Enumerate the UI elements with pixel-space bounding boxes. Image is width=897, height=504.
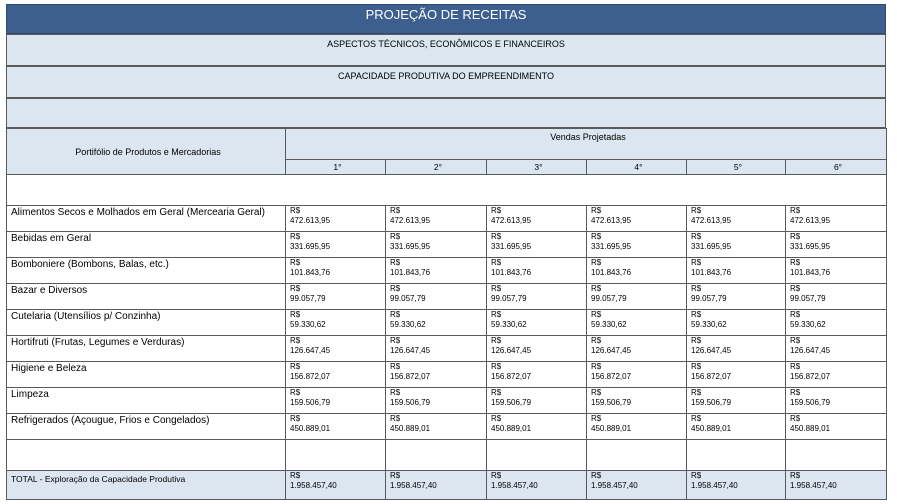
amount: 99.057,79 — [691, 294, 727, 303]
page-title: PROJEÇÃO DE RECEITAS — [6, 4, 886, 34]
empty-cell — [786, 440, 887, 471]
amount: 1.958.457,40 — [290, 481, 337, 490]
amount: 450.889,01 — [591, 424, 632, 433]
amount: 159.506,79 — [691, 398, 732, 407]
currency-symbol: R$ — [390, 336, 401, 345]
table-row-value-cell — [786, 232, 887, 258]
table-row-value-cell — [286, 310, 386, 336]
currency-symbol: R$ — [691, 414, 702, 423]
period-header: 5° — [687, 160, 786, 175]
table-row-value-cell — [386, 388, 487, 414]
table-row-value-cell — [286, 258, 386, 284]
empty-cell — [487, 440, 587, 471]
total-row-value-cell — [587, 471, 687, 500]
table-row-value-cell — [587, 414, 687, 440]
table-row-label: Alimentos Secos e Molhados em Geral (Mercearia Geral) — [7, 206, 286, 232]
amount: 101.843,76 — [290, 268, 331, 277]
amount: 472.613,95 — [390, 216, 431, 225]
total-row-value-cell — [286, 471, 386, 500]
currency-symbol: R$ — [491, 388, 502, 397]
currency-symbol: R$ — [691, 471, 702, 480]
table-row-value-cell — [786, 336, 887, 362]
currency-symbol: R$ — [390, 206, 401, 215]
total-row-label: TOTAL - Exploração da Capacidade Produtiva — [7, 471, 286, 500]
table-row-value-cell — [786, 310, 887, 336]
table-row-value-cell — [587, 336, 687, 362]
currency-symbol: R$ — [591, 336, 602, 345]
period-header: 6° — [786, 160, 887, 175]
currency-symbol: R$ — [290, 284, 301, 293]
table-row — [7, 284, 887, 310]
currency-symbol: R$ — [691, 310, 702, 319]
empty-cell — [286, 440, 386, 471]
currency-symbol: R$ — [691, 388, 702, 397]
amount: 450.889,01 — [290, 424, 331, 433]
table-row-value-cell — [487, 258, 587, 284]
amount: 156.872,07 — [390, 372, 431, 381]
currency-symbol: R$ — [290, 232, 301, 241]
amount: 331.695,95 — [290, 242, 331, 251]
table-row-value-cell — [687, 362, 786, 388]
amount: 156.872,07 — [290, 372, 331, 381]
table-row-value-cell — [786, 258, 887, 284]
currency-symbol: R$ — [790, 206, 801, 215]
table-row — [7, 336, 887, 362]
amount: 1.958.457,40 — [591, 481, 638, 490]
table-row-value-cell — [386, 336, 487, 362]
table-row-value-cell — [487, 414, 587, 440]
currency-symbol: R$ — [390, 258, 401, 267]
table-row — [7, 362, 887, 388]
table-row-value-cell — [286, 284, 386, 310]
table-row-value-cell — [587, 388, 687, 414]
amount: 101.843,76 — [591, 268, 632, 277]
table-row — [7, 206, 887, 232]
table-row-value-cell — [687, 388, 786, 414]
amount: 99.057,79 — [790, 294, 826, 303]
amount: 1.958.457,40 — [491, 481, 538, 490]
table-row-value-cell — [386, 206, 487, 232]
currency-symbol: R$ — [491, 232, 502, 241]
amount: 59.330,62 — [390, 320, 426, 329]
amount: 450.889,01 — [390, 424, 431, 433]
currency-symbol: R$ — [691, 232, 702, 241]
currency-symbol: R$ — [691, 362, 702, 371]
currency-symbol: R$ — [591, 258, 602, 267]
table-row-value-cell — [286, 362, 386, 388]
amount: 126.647,45 — [390, 346, 431, 355]
amount: 472.613,95 — [591, 216, 632, 225]
amount: 99.057,79 — [290, 294, 326, 303]
amount: 159.506,79 — [290, 398, 331, 407]
currency-symbol: R$ — [591, 471, 602, 480]
table-row — [7, 232, 887, 258]
currency-symbol: R$ — [390, 232, 401, 241]
total-row-value-cell — [687, 471, 786, 500]
currency-symbol: R$ — [591, 362, 602, 371]
table-row-label: Higiene e Beleza — [7, 362, 286, 388]
currency-symbol: R$ — [390, 310, 401, 319]
amount: 331.695,95 — [691, 242, 732, 251]
currency-symbol: R$ — [491, 258, 502, 267]
amount: 156.872,07 — [691, 372, 732, 381]
table-row-value-cell — [786, 206, 887, 232]
amount: 59.330,62 — [491, 320, 527, 329]
table-row-value-cell — [786, 388, 887, 414]
amount: 99.057,79 — [591, 294, 627, 303]
sales-header: Vendas Projetadas — [286, 129, 887, 160]
table-row-value-cell — [587, 310, 687, 336]
table-row-value-cell — [286, 206, 386, 232]
table-row-value-cell — [487, 388, 587, 414]
currency-symbol: R$ — [390, 284, 401, 293]
currency-symbol: R$ — [591, 414, 602, 423]
table-row-value-cell — [687, 258, 786, 284]
table-row-value-cell — [587, 284, 687, 310]
currency-symbol: R$ — [790, 388, 801, 397]
table-row-label: Refrigerados (Açougue, Frios e Congelados) — [7, 414, 286, 440]
total-row-value-cell — [386, 471, 487, 500]
currency-symbol: R$ — [290, 206, 301, 215]
amount: 59.330,62 — [290, 320, 326, 329]
table-row-label: Limpeza — [7, 388, 286, 414]
currency-symbol: R$ — [691, 336, 702, 345]
currency-symbol: R$ — [290, 310, 301, 319]
table-row-value-cell — [786, 362, 887, 388]
table-row-label: Bebidas em Geral — [7, 232, 286, 258]
table-row-value-cell — [487, 232, 587, 258]
currency-symbol: R$ — [691, 258, 702, 267]
amount: 101.843,76 — [691, 268, 732, 277]
table-row-value-cell — [286, 388, 386, 414]
empty-cell — [587, 440, 687, 471]
currency-symbol: R$ — [290, 414, 301, 423]
total-row-value-cell — [786, 471, 887, 500]
amount: 1.958.457,40 — [691, 481, 738, 490]
currency-symbol: R$ — [790, 258, 801, 267]
table-row-value-cell — [687, 284, 786, 310]
currency-symbol: R$ — [691, 206, 702, 215]
amount: 159.506,79 — [790, 398, 831, 407]
currency-symbol: R$ — [390, 414, 401, 423]
amount: 472.613,95 — [691, 216, 732, 225]
currency-symbol: R$ — [591, 310, 602, 319]
currency-symbol: R$ — [790, 232, 801, 241]
amount: 126.647,45 — [491, 346, 532, 355]
currency-symbol: R$ — [491, 336, 502, 345]
table-row-value-cell — [487, 336, 587, 362]
amount: 59.330,62 — [591, 320, 627, 329]
table-row-label: Cutelaria (Utensílios p/ Conzinha) — [7, 310, 286, 336]
amount: 101.843,76 — [491, 268, 532, 277]
currency-symbol: R$ — [390, 388, 401, 397]
period-header: 4° — [587, 160, 687, 175]
period-header: 1° — [286, 160, 386, 175]
amount: 159.506,79 — [491, 398, 532, 407]
table-row-value-cell — [386, 414, 487, 440]
table-row-value-cell — [386, 284, 487, 310]
table-row-value-cell — [587, 232, 687, 258]
currency-symbol: R$ — [790, 310, 801, 319]
table-row — [7, 258, 887, 284]
amount: 126.647,45 — [591, 346, 632, 355]
amount: 101.843,76 — [790, 268, 831, 277]
section-subtitle: ASPECTOS TÉCNICOS, ECONÔMICOS E FINANCEIROS — [6, 34, 886, 66]
amount: 126.647,45 — [790, 346, 831, 355]
table-row-value-cell — [587, 362, 687, 388]
amount: 472.613,95 — [790, 216, 831, 225]
empty-cell — [386, 440, 487, 471]
table-row-value-cell — [487, 284, 587, 310]
currency-symbol: R$ — [491, 471, 502, 480]
period-header: 3° — [487, 160, 587, 175]
table-row-value-cell — [587, 206, 687, 232]
currency-symbol: R$ — [491, 284, 502, 293]
table-row — [7, 414, 887, 440]
table-row-value-cell — [487, 362, 587, 388]
amount: 99.057,79 — [390, 294, 426, 303]
amount: 472.613,95 — [491, 216, 532, 225]
table-row — [7, 388, 887, 414]
amount: 126.647,45 — [691, 346, 732, 355]
amount: 450.889,01 — [691, 424, 732, 433]
amount: 156.872,07 — [790, 372, 831, 381]
amount: 450.889,01 — [790, 424, 831, 433]
table-row-value-cell — [286, 336, 386, 362]
table-row-label: Bazar e Diversos — [7, 284, 286, 310]
currency-symbol: R$ — [691, 284, 702, 293]
table-row-value-cell — [687, 414, 786, 440]
amount: 331.695,95 — [491, 242, 532, 251]
currency-symbol: R$ — [790, 362, 801, 371]
amount: 156.872,07 — [591, 372, 632, 381]
amount: 1.958.457,40 — [390, 481, 437, 490]
table-row-value-cell — [687, 336, 786, 362]
table-row-label: Bomboniere (Bombons, Balas, etc.) — [7, 258, 286, 284]
table-row-value-cell — [386, 310, 487, 336]
table-row-value-cell — [786, 414, 887, 440]
amount: 450.889,01 — [491, 424, 532, 433]
total-row — [7, 471, 887, 500]
empty-cell — [7, 440, 286, 471]
currency-symbol: R$ — [390, 362, 401, 371]
table-row-value-cell — [386, 362, 487, 388]
currency-symbol: R$ — [591, 206, 602, 215]
amount: 331.695,95 — [790, 242, 831, 251]
amount: 1.958.457,40 — [790, 481, 837, 490]
amount: 59.330,62 — [790, 320, 826, 329]
period-header: 2° — [386, 160, 487, 175]
currency-symbol: R$ — [790, 414, 801, 423]
total-row-value-cell — [487, 471, 587, 500]
currency-symbol: R$ — [290, 388, 301, 397]
table-row-label: Hortifruti (Frutas, Legumes e Verduras) — [7, 336, 286, 362]
amount: 99.057,79 — [491, 294, 527, 303]
currency-symbol: R$ — [290, 362, 301, 371]
table-row-value-cell — [487, 206, 587, 232]
currency-symbol: R$ — [491, 206, 502, 215]
table-row-value-cell — [587, 258, 687, 284]
currency-symbol: R$ — [290, 258, 301, 267]
table-row — [7, 310, 887, 336]
amount: 331.695,95 — [390, 242, 431, 251]
table-row-value-cell — [786, 284, 887, 310]
currency-symbol: R$ — [491, 414, 502, 423]
table-row-value-cell — [687, 232, 786, 258]
currency-symbol: R$ — [290, 471, 301, 480]
currency-symbol: R$ — [491, 310, 502, 319]
amount: 331.695,95 — [591, 242, 632, 251]
amount: 101.843,76 — [390, 268, 431, 277]
amount: 156.872,07 — [491, 372, 532, 381]
currency-symbol: R$ — [591, 232, 602, 241]
currency-symbol: R$ — [491, 362, 502, 371]
amount: 159.506,79 — [390, 398, 431, 407]
currency-symbol: R$ — [790, 336, 801, 345]
currency-symbol: R$ — [591, 284, 602, 293]
amount: 472.613,95 — [290, 216, 331, 225]
currency-symbol: R$ — [290, 336, 301, 345]
amount: 59.330,62 — [691, 320, 727, 329]
currency-symbol: R$ — [591, 388, 602, 397]
table-row-value-cell — [286, 232, 386, 258]
empty-cell — [687, 440, 786, 471]
table-row-value-cell — [286, 414, 386, 440]
amount: 159.506,79 — [591, 398, 632, 407]
empty-header-band — [6, 98, 886, 128]
amount: 126.647,45 — [290, 346, 331, 355]
currency-symbol: R$ — [790, 471, 801, 480]
revenue-table — [6, 128, 887, 500]
blank-row — [7, 175, 887, 206]
portfolio-header: Portifólio de Produtos e Mercadorias — [7, 129, 286, 175]
table-row-value-cell — [386, 232, 487, 258]
table-row-value-cell — [487, 310, 587, 336]
currency-symbol: R$ — [790, 284, 801, 293]
currency-symbol: R$ — [390, 471, 401, 480]
section-subtitle-capacity: CAPACIDADE PRODUTIVA DO EMPREENDIMENTO — [6, 66, 886, 98]
table-row-value-cell — [386, 258, 487, 284]
table-row-value-cell — [687, 206, 786, 232]
table-row-value-cell — [687, 310, 786, 336]
